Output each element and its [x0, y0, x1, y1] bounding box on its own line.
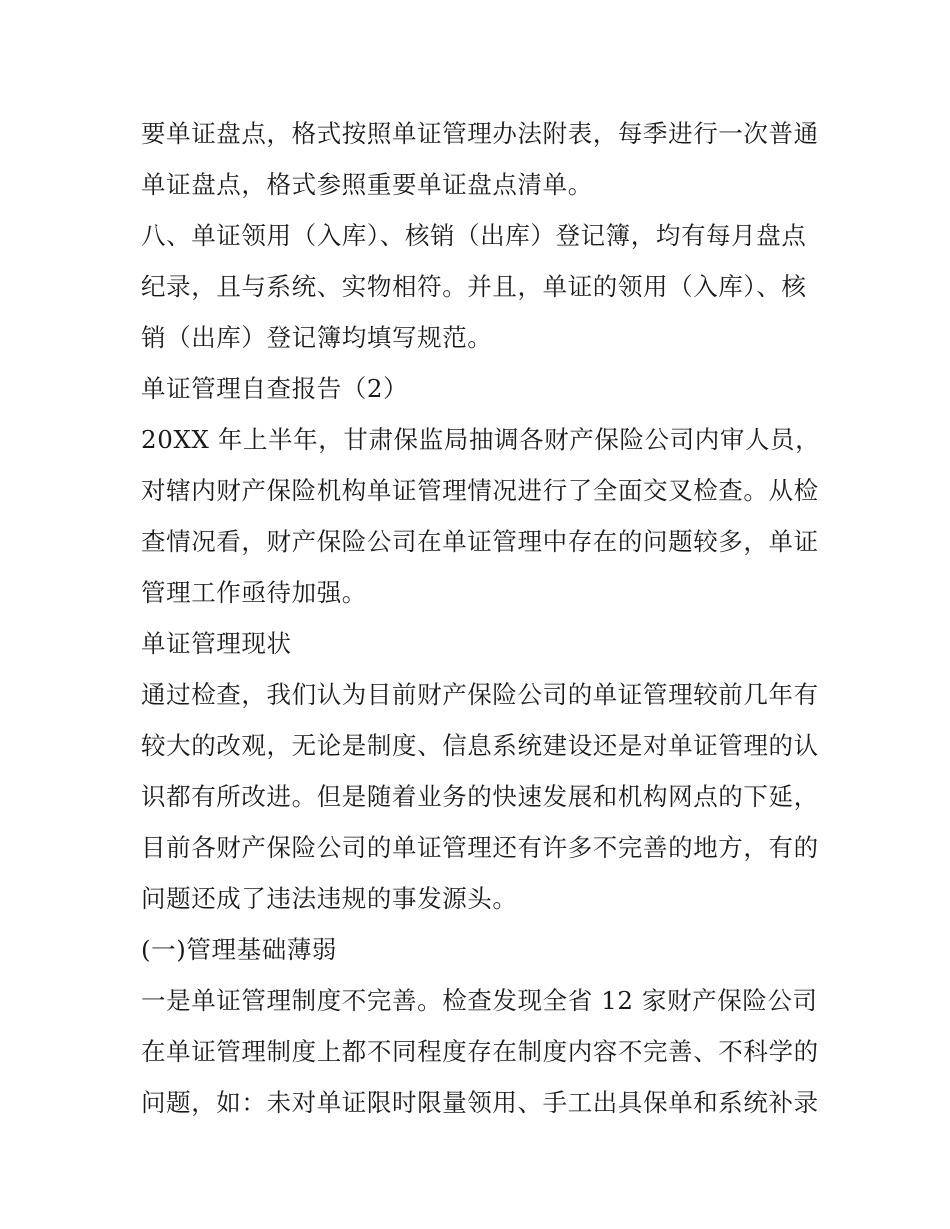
text-line: 识都有所改进。但是随着业务的快速发展和机构网点的下延， — [141, 782, 819, 811]
document-body — [141, 108, 821, 1128]
text-line: 在单证管理制度上都不同程度存在制度内容不完善、不科学的 — [141, 1037, 819, 1066]
text-line: 对辖内财产保险机构单证管理情况进行了全面交叉检查。从检 — [141, 476, 819, 505]
text-line: 管理工作亟待加强。 — [141, 578, 367, 607]
text-line: 八、单证领用（入库）、核销（出库）登记簿，均有每月盘点 — [141, 221, 807, 250]
section-heading: 单证管理现状 — [141, 629, 292, 658]
text-line: 单证盘点，格式参照重要单证盘点清单。 — [141, 170, 593, 199]
text-line: 销（出库）登记簿均填写规范。 — [141, 323, 493, 352]
text-line: 目前各财产保险公司的单证管理还有许多不完善的地方，有的 — [141, 833, 819, 862]
text-line: 问题还成了违法违规的事发源头。 — [141, 884, 518, 913]
text-line: 纪录，且与系统、实物相符。并且，单证的领用（入库）、核 — [141, 272, 807, 301]
subsection-heading: (一)管理基础薄弱 — [141, 935, 338, 964]
section-heading: 单证管理自查报告（2） — [141, 374, 409, 403]
text-line: 查情况看，财产保险公司在单证管理中存在的问题较多，单证 — [141, 527, 819, 556]
text-line: 要单证盘点，格式按照单证管理办法附表，每季进行一次普通 — [141, 119, 819, 148]
text-line: 较大的改观，无论是制度、信息系统建设还是对单证管理的认 — [141, 731, 819, 760]
text-line: 一是单证管理制度不完善。检查发现全省 12 家财产保险公司 — [141, 986, 818, 1015]
text-line: 问题，如：未对单证限时限量领用、手工出具保单和系统补录 — [141, 1088, 819, 1117]
text-line: 通过检查，我们认为目前财产保险公司的单证管理较前几年有 — [141, 680, 819, 709]
text-line: 20XX 年上半年，甘肃保监局抽调各财产保险公司内审人员， — [141, 425, 821, 454]
